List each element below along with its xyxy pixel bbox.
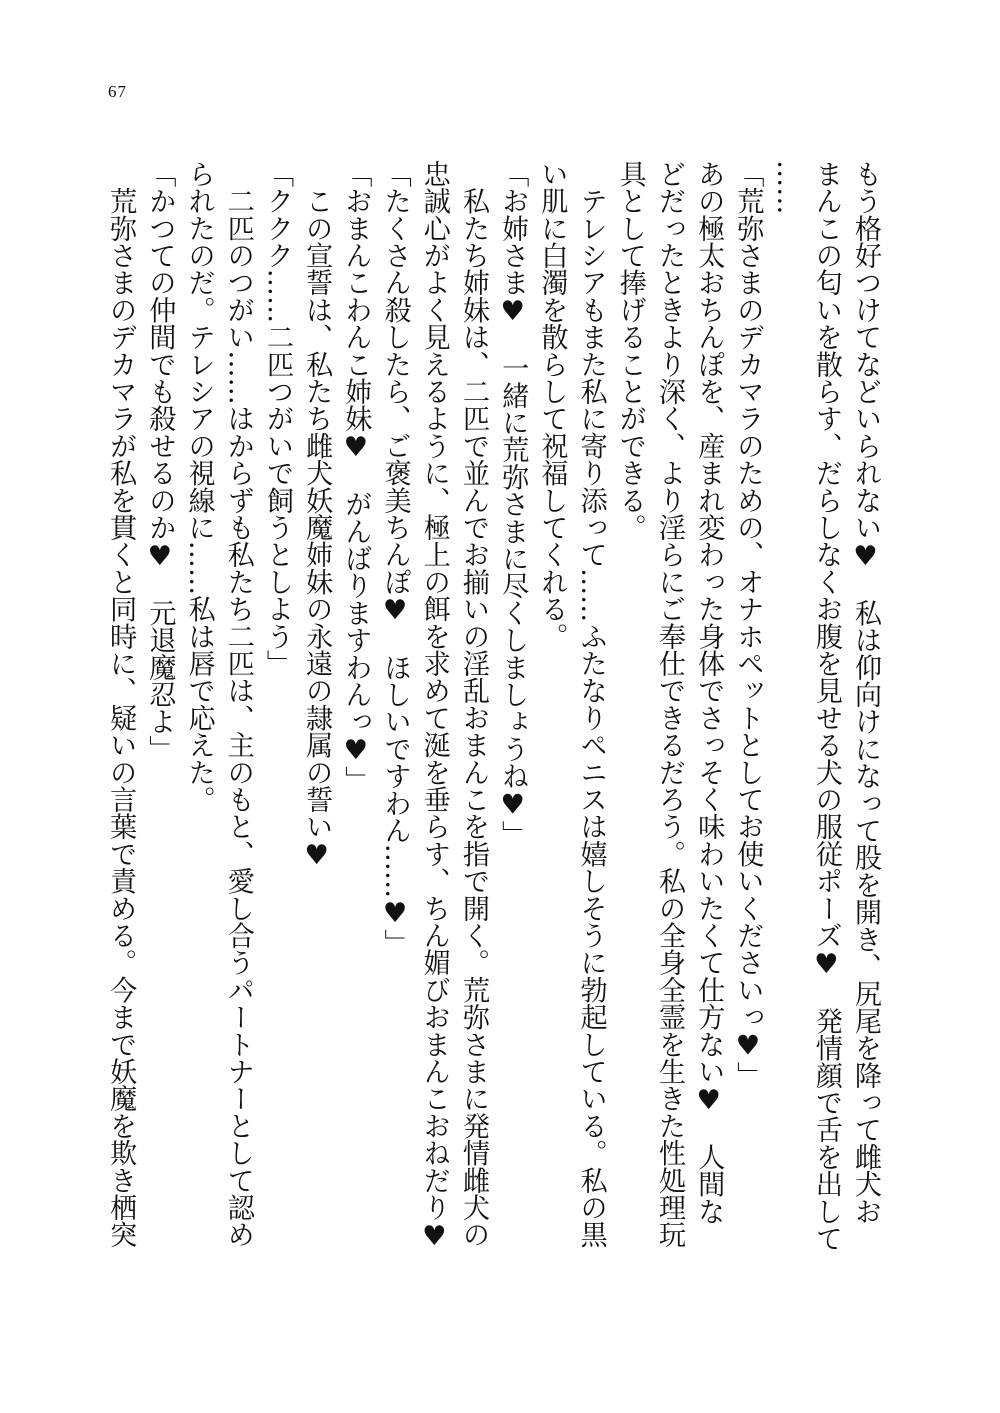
text-line: もう格好つけてなどいられない♥ 私は仰向けになって股を開き、尻尾を降って雌犬お [850,160,881,1225]
text-line: 荒弥さまのデカマラが私を貫くと同時に、疑いの言葉で責める。今まで妖魔を欺き栖突 [105,160,137,1248]
text-line: 「ククク……二匹つがいで飼うとしよう」 [261,160,293,677]
text-line: 二匹のつがい……はからずも私たち二匹は、主のもと、愛し合うパートナーとして認め [222,160,254,1248]
text-line: 「荒弥さまのデカマラのための、オナホペットとしてお使いくださいっ♥」 [732,160,764,1089]
text-line: 「たくさん殺したら、ご褒美ちんぽ♥ ほしいですわん……♥」 [379,160,411,957]
text-line: 「おまんこわんこ姉妹♥ がんばりますわんっ♥」 [340,160,372,794]
text-line: 忠誠心がよく見えるように、極上の餌を求めて涎を垂らす、ちん媚びおまんこおねだり♥ [418,160,450,1252]
text-line: どだったときより深く、より淫らにご奉仕できるだろう。私の全身全霊を生きた性処理玩 [653,160,685,1248]
text-line: この宣誓は、私たち雌犬妖魔姉妹の永遠の隷属の誓い♥ [301,160,333,871]
body-text [101,160,885,1275]
text-line: 私たち姉妹は、二匹で並んでお揃いの淫乱おまんこを指で開く。荒弥さまに発情雌犬の [457,160,489,1248]
text-line: テレシアもまた私に寄り添って……ふたなりペニスは嬉しそうに勃起している。私の黒 [575,160,607,1248]
text-line: 具として捧げることができる。 [614,160,646,541]
text-line: あの極太おちんぽを、産まれ変わった身体でさっそく味わいたくて仕方ない♥ 人間な [693,160,725,1225]
page-number: 67 [108,82,127,101]
text-line: 「お姉さま♥ 一緒に荒弥さまに尽くしましょうね♥」 [497,160,529,848]
text-line: …… [771,160,803,215]
text-line: られたのだ。テレシアの視線に……私は唇で応えた。 [183,160,215,813]
text-line: 「かつての仲間でも殺せるのか♥ 元退魔忍よ」 [144,160,176,763]
text-line: まんこの匂いを散らす、だらしなくお腹を見せる犬の服従ポーズ♥ 発情顔で舌を出して [810,160,842,1252]
text-line: い肌に白濁を散らして祝福してくれる。 [536,160,568,650]
